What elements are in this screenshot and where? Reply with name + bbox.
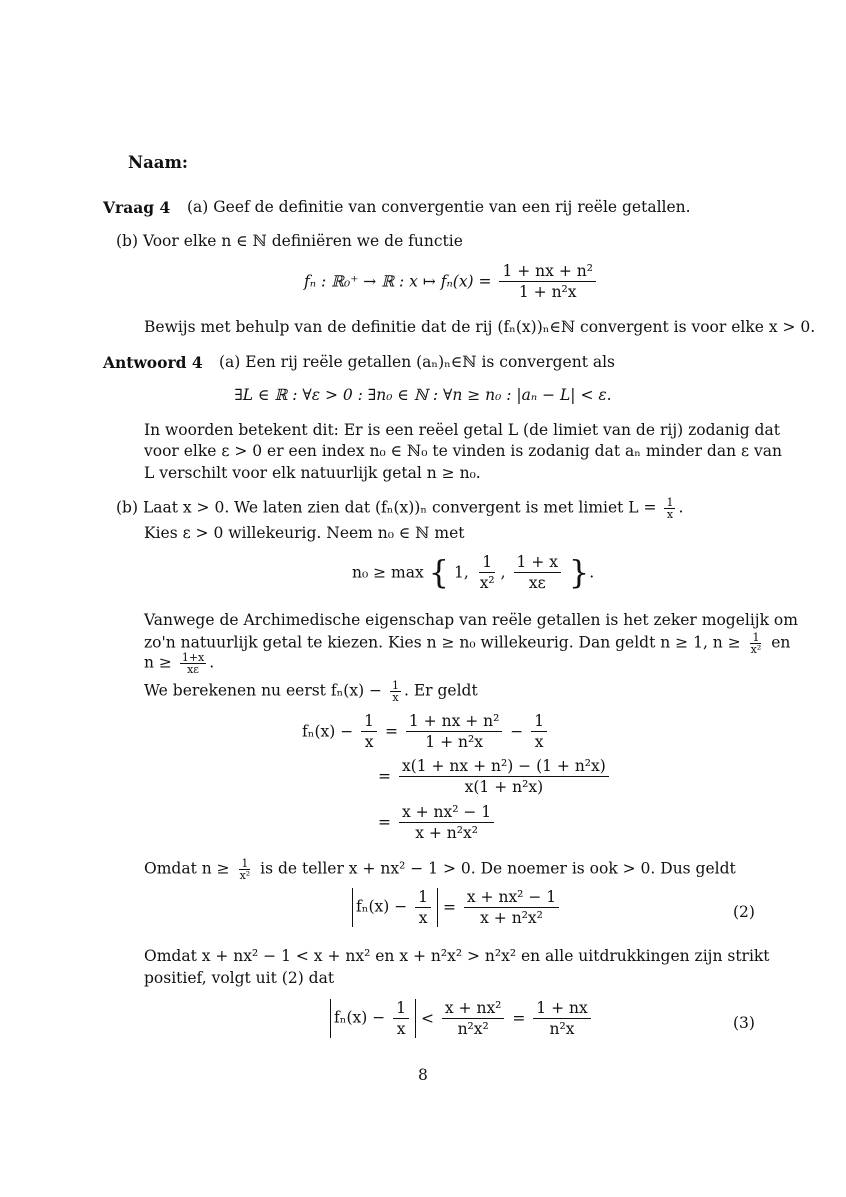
question-part-b-task: Bewijs met behulp van de definitie dat de rij (fₙ(x))ₙ∈ℕ convergent is voor elke x > 0. [144,318,816,336]
part-b-text: (b) Laat x > 0. We laten zien dat (fₙ(x))ₙ convergent is met limiet L = [116,498,657,517]
question-part-b-intro: (b) Voor elke n ∈ ℕ definiëren we de functie [116,232,463,250]
question-part-a: (a) Geef de definitie van convergentie van een rij reële getallen. [187,198,691,216]
compute-tail: . Er geldt [403,681,478,700]
omdat-text: Omdat n ≥ [144,859,230,878]
equation-2: fₙ(x) − $\frac{1}{x}$ = $\frac{\text{x + nx² − 1}}{\text{x + n²x²}}$ [352,888,562,927]
answer-label: Antwoord 4 [103,353,203,372]
archimedes-line-3: n ≥ $\frac{1+x}{x\varepsilon}$ . [144,651,215,676]
equation-row-2: = $\frac{\text{x(1 + nx + n²) − (1 + n²x)}}{\text{x(1 + n²x)}}$ [378,757,612,796]
omdat-line-2: Omdat x + nx² − 1 < x + nx² en x + n²x² > n²x² en alle uitdrukkingen zijn strikt [144,947,770,965]
page-number: 8 [418,1066,428,1084]
n0-lhs: n₀ ≥ max [352,563,424,582]
answer-part-a-intro: (a) Een rij reële getallen (aₙ)ₙ∈ℕ is convergent als [219,353,616,371]
equation-row-1: fₙ(x) − $\frac{1}{x}$ = $\frac{\text{1 + nx + n²}}{\text{1 + n²x}}$ − $\frac{1}{x}$ [302,712,550,751]
compute-line: We berekenen nu eerst fₙ(x) − $\frac{1}{x}$ . Er geldt [144,679,478,704]
equation-row-3: = $\frac{\text{x + nx² − 1}}{\text{x + n²x²}}$ [378,803,497,842]
words-line-3: L verschilt voor elk natuurlijk getal n ≥ n₀. [144,464,481,482]
answer-part-b-line-1: (b) Laat x > 0. We laten zien dat (fₙ(x))ₙ convergent is met limiet L = $\frac{1}{x}$ . [116,496,684,521]
words-line-1: In woorden betekent dit: Er is een reëel getal L (de limiet van de rij) zodanig dat [144,421,780,439]
function-lhs: fₙ : ℝ₀⁺ → ℝ : x ↦ fₙ(x) = [304,272,492,291]
omdat-tail: is de teller x + nx² − 1 > 0. De noemer is ook > 0. Dus geldt [260,859,736,878]
equation-3: fₙ(x) − $\frac{1}{x}$ < $\frac{\text{x + nx²}}{\text{n²x²}}$ = $\frac{1 + nx}{\text{n²x}}$ [330,999,594,1038]
archimedes-text-3: n ≥ [144,653,172,672]
omdat-line-3: positief, volgt uit (2) dat [144,969,335,987]
omdat-line-1: Omdat n ≥ $\frac{1}{\text{x²}}$ is de teller x + nx² − 1 > 0. De noemer is ook > 0. Dus geldt [144,857,736,882]
function-denominator: 1 + n²x [518,283,577,301]
equation-3-number: (3) [733,1014,755,1032]
answer-part-b-line-2: Kies ε > 0 willekeurig. Neem n₀ ∈ ℕ met [144,524,465,542]
question-label: Vraag 4 [103,198,171,217]
archimedes-text: zo'n natuurlijk getal te kiezen. Kies n ≥ n₀ willekeurig. Dan geldt n ≥ 1, n ≥ [144,633,741,652]
archimedes-line-1: Vanwege de Archimedische eigenschap van reële getallen is het zeker mogelijk om [144,611,798,629]
function-definition [304,262,599,301]
equation-2-number: (2) [733,903,755,921]
compute-text: We berekenen nu eerst fₙ(x) − [144,681,383,700]
n0-condition: n₀ ≥ max { 1, $\frac{1}{\text{x²}}$ , $\frac{1 + x}{x\varepsilon}$ }. [352,553,595,592]
function-numerator: 1 + nx + n² [499,262,595,282]
words-line-2: voor elke ε > 0 er een index n₀ ∈ ℕ₀ te vinden is zodanig dat aₙ minder dan ε van [144,442,782,460]
archimedes-line-2: zo'n natuurlijk getal te kiezen. Kies n ≥ n₀ willekeurig. Dan geldt n ≥ 1, n ≥ $\frac{1}{\text{x²}}$ en [144,631,791,656]
convergence-definition: ∃L ∈ ℝ : ∀ε > 0 : ∃n₀ ∈ ℕ : ∀n ≥ n₀ : |aₙ − L| < ε. [234,386,612,404]
name-label: Naam: [128,153,189,172]
